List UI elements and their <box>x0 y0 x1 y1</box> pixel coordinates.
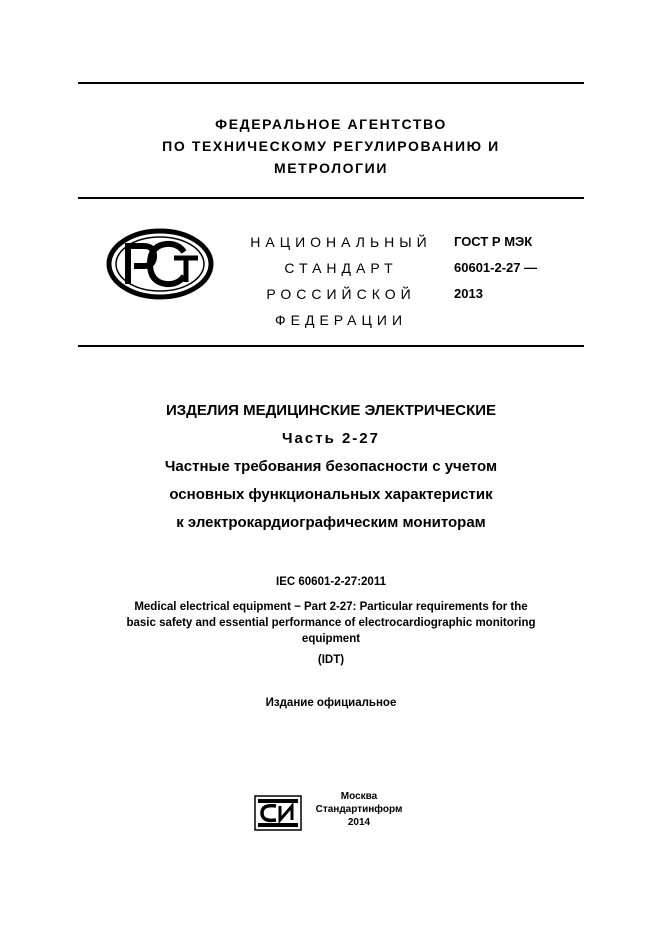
rst-certification-mark-icon <box>106 228 214 300</box>
edition-label: Издание официальное <box>265 697 397 709</box>
document-title <box>78 397 584 537</box>
national-line-4: ФЕДЕРАЦИИ <box>274 312 408 328</box>
publisher-city: Москва <box>340 791 378 802</box>
designation-line-1: ГОСТ Р МЭК <box>454 234 533 249</box>
title-line-5: к электрокардиографическим мониторам <box>176 514 486 531</box>
agency-line-3: МЕТРОЛОГИИ <box>273 160 389 176</box>
english-title-line-3: equipment <box>301 633 361 645</box>
title-line-1: ИЗДЕЛИЯ МЕДИЦИНСКИЕ ЭЛЕКТРИЧЕСКИЕ <box>165 402 497 419</box>
english-title <box>86 599 576 647</box>
national-line-2: СТАНДАРТ <box>284 260 398 276</box>
top-rule <box>78 82 584 84</box>
title-part: Часть 2-27 <box>282 430 380 447</box>
title-line-3: Частные требования безопасности с учетом <box>164 458 498 475</box>
identity-marker: (IDT) <box>317 654 345 666</box>
national-line-1: НАЦИОНАЛЬНЫЙ <box>250 234 432 250</box>
agency-name <box>78 113 584 179</box>
title-line-4: основных функциональных характеристик <box>169 486 493 503</box>
lower-rule <box>78 345 584 347</box>
publisher-block <box>304 790 414 829</box>
agency-line-1: ФЕДЕРАЛЬНОЕ АГЕНТСТВО <box>215 116 447 132</box>
designation-line-2: 60601-2-27 — <box>454 260 538 275</box>
english-title-line-2: basic safety and essential performance of electrocardiographic monitoring <box>126 617 536 629</box>
national-line-3: РОССИЙСКОЙ <box>266 286 416 302</box>
english-title-line-1: Medical electrical equipment − Part 2-27: Particular requirements for the <box>134 601 528 613</box>
standartinform-logo-icon <box>254 795 302 831</box>
standard-designation <box>454 229 537 307</box>
publisher-name: Стандартинформ <box>315 804 403 815</box>
publisher-year: 2014 <box>347 817 371 828</box>
national-standard-label <box>236 229 446 333</box>
designation-line-3: 2013 <box>454 286 483 301</box>
upper-rule <box>78 197 584 199</box>
iec-reference: IEC 60601-2-27:2011 <box>276 576 386 588</box>
agency-line-2: ПО ТЕХНИЧЕСКОМУ РЕГУЛИРОВАНИЮ И <box>162 138 500 154</box>
